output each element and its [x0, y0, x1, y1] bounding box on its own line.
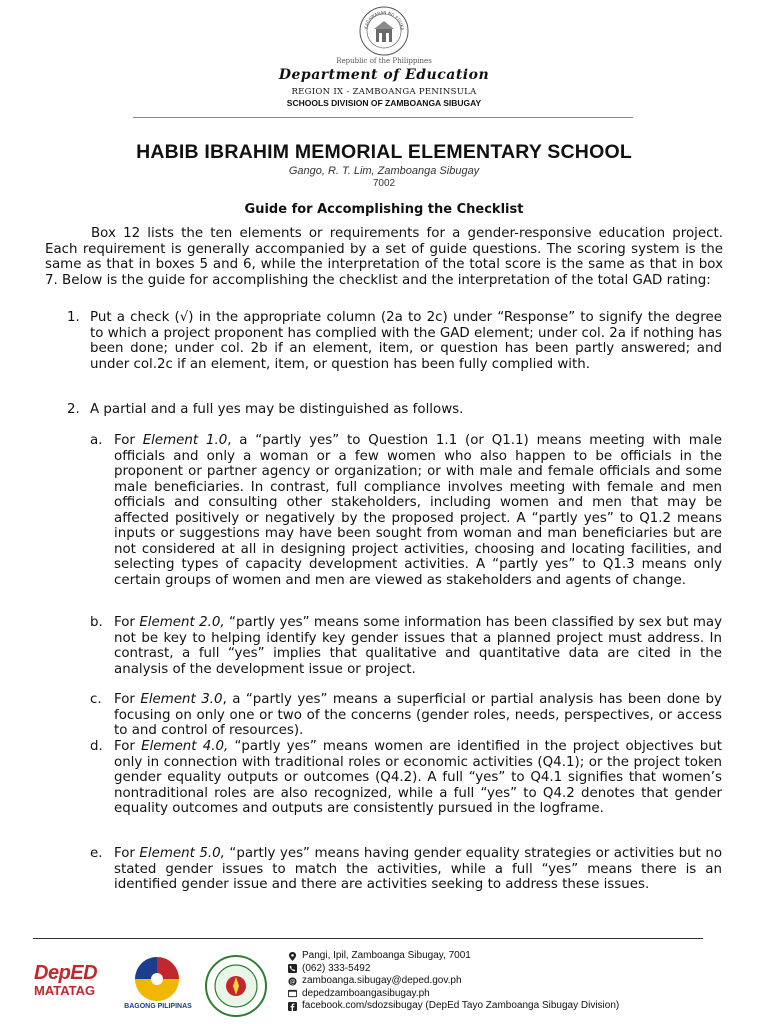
contact-email[interactable]: @ zamboanga.sibugay@deped.gov.ph [289, 975, 462, 986]
region-name: REGION IX - ZAMBOANGA PENINSULA [291, 87, 477, 97]
email-icon [288, 977, 297, 986]
department-name: Department of Education [278, 67, 490, 83]
contact-website[interactable]: depedzamboangasibugay.ph [288, 988, 619, 1001]
subitem-letter: a. [90, 433, 103, 448]
phone-icon [288, 964, 297, 973]
contact-list [288, 950, 619, 1013]
deped-matatag-logo [34, 962, 116, 1010]
footer-divider [33, 938, 703, 939]
subitem-c: For Element 3.0, a “partly yes” means a superficial or partial analysis has been done by focusing on only one or two of the concerns (gender roles, needs, perspectives, or access to and control of resources). [114, 692, 722, 738]
subitem-a: For Element 1.0, a “partly yes” to Question 1.1 (or Q1.1) means meeting with male officials and only a woman or a few women who also happen to be officials in the proponent or partner agency or organization; or with male and female officials and some male beneficiaries. In contrast, full compliance involves meeting with female and men officials and consulting other stakeholders, including women and men that may be affected positively or negatively by the proposed project. A “partly yes” to Q1.2 means inputs or suggestions may have been sought from woman and man beneficiaries but are not considered at all in designing project activities, choosing and locating facilities, and selecting types of capacity development activities. A “partly yes” to Q1.3 means only certain groups of women and men are viewed as stakeholders and agents of change. [114, 433, 722, 588]
contact-facebook[interactable]: facebook.com/sdozsibugay (DepEd Tayo Zamboanga Sibugay Division) [288, 1000, 619, 1013]
item-number: 1. [67, 310, 80, 325]
contact-phone: (062) 333-5492 [288, 963, 619, 976]
school-zip: 7002 [372, 178, 396, 189]
division-name: SCHOOLS DIVISION OF ZAMBOANGA SIBUGAY [286, 98, 482, 108]
header-divider [133, 117, 633, 118]
subitem-letter: d. [90, 739, 103, 754]
deped-seal-logo [359, 6, 409, 56]
element-ref: Element 2.0, [139, 615, 225, 630]
svg-text:@: @ [289, 979, 296, 986]
subitem-letter: e. [90, 846, 103, 861]
deped-wordmark: DepED [34, 962, 98, 984]
list-item: Put a check (√) in the appropriate column (2a to 2c) under “Response” to signify the degree to which a project proponent has complied with the GAD element; under col. 2a if nothing has been done; under col. 2b if an element, item, or question has been partly answered; and under col.2c if an element, item, or question has been fully complied with. [90, 310, 722, 372]
web-icon [288, 989, 297, 998]
matatag-wordmark: MATATAG [34, 983, 96, 998]
element-ref: Element 4.0, [141, 739, 229, 754]
bagong-pilipinas-text: BAGONG PILIPINAS [124, 1003, 192, 1010]
subitem-d: For Element 4.0, “partly yes” means women are identified in the project objectives but only in connection with traditional roles or economic activities (Q4.1); or the project token gender equality outputs or outcomes (Q4.2). A full “yes” to Q4.1 signifies that women’s nontraditional roles are also recognized, while a full “yes” to Q4.2 denotes that gender equality outcomes and outputs are consistently pursued in the logframe. [114, 739, 722, 816]
element-ref: Element 5.0, [139, 846, 225, 861]
subitem-b: For Element 2.0, “partly yes” means some information has been classified by sex but may not be key to helping identify key gender issues that a planned project must address. In contrast, a full “yes” implies that qualitative and quantitative data are cited in the analysis of the development issue or project. [114, 615, 722, 677]
school-name: HABIB IBRAHIM MEMORIAL ELEMENTARY SCHOOL [136, 141, 632, 163]
item-number: 2. [67, 402, 80, 417]
svg-text:KAGAWARAN NG EDUKASYON: KAGAWARAN NG EDUKA [363, 9, 406, 31]
intro-paragraph: Box 12 lists the ten elements or requirements for a gender-responsive education project. Each requirement is generally accompanied by a set of guide questions. The scoring system is the same as that in boxes 5 and 6, while the interpretation of the total score is the same as that in box 7. Below is the guide for accomplishing the checklist and the interpretation of the total GAD rating: [45, 226, 723, 288]
location-icon [288, 952, 297, 961]
document-title: Guide for Accomplishing the Checklist [244, 202, 524, 217]
list-item: A partial and a full yes may be distinguished as follows. [90, 402, 464, 417]
subitem-letter: c. [90, 692, 102, 707]
republic-line: Republic of the Philippines [336, 57, 432, 65]
subitem-e: For Element 5.0, “partly yes” means having gender equality strategies or activities but no stated gender issues to match the activities, while a full “yes” means there is an identified gender issue and there are activities seeking to address these issues. [114, 846, 723, 892]
contact-address: Pangi, Ipil, Zamboanga Sibugay, 7001 [288, 950, 619, 963]
school-address: Gango, R. T. Lim, Zamboanga Sibugay [288, 165, 480, 177]
element-ref: Element 3.0 [140, 692, 223, 707]
subitem-letter: b. [90, 615, 103, 630]
element-ref: Element 1.0 [142, 433, 228, 448]
division-seal-logo [205, 955, 267, 1017]
facebook-icon [288, 1002, 297, 1011]
